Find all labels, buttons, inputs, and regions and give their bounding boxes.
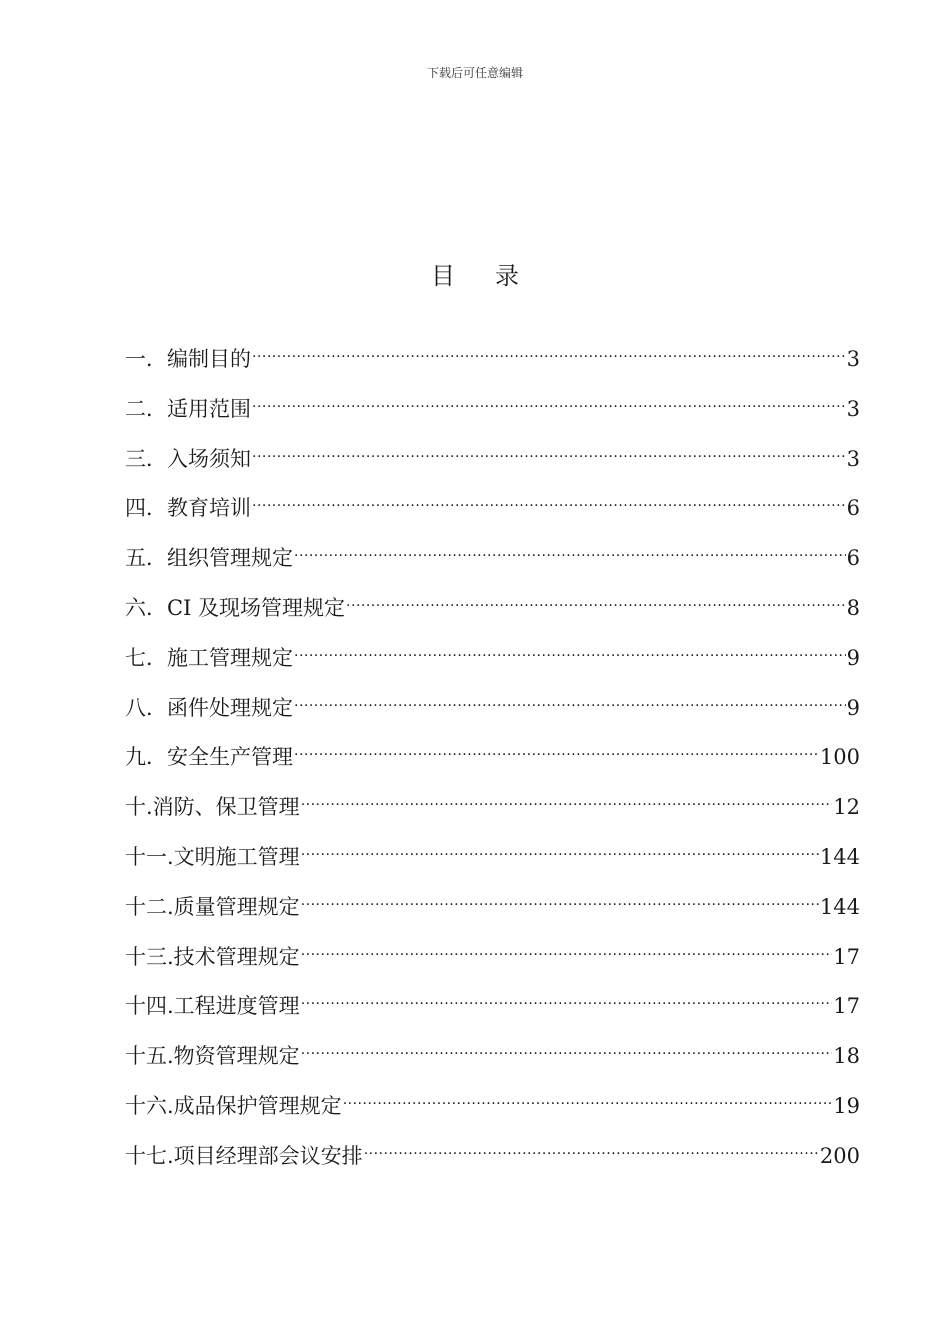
toc-entry[interactable] <box>125 828 860 878</box>
toc-title-left: 目 <box>431 262 455 290</box>
toc-entry-page: 3 <box>846 446 860 471</box>
toc-leader-dots <box>294 629 846 665</box>
toc-entry-label: 三．入场须知 <box>125 446 251 471</box>
toc-entry-page: 12 <box>833 795 860 820</box>
toc-entry-label: 九．安全生产管理 <box>125 745 293 770</box>
toc-entry-label: 七．施工管理规定 <box>125 645 293 670</box>
toc-entry[interactable] <box>125 778 860 828</box>
toc-entry-label: 十七.项目经理部会议安排 <box>125 1143 363 1168</box>
toc-entry-page: 17 <box>833 944 860 969</box>
toc-leader-dots <box>301 778 833 814</box>
toc-entry-label: 十四.工程进度管理 <box>125 994 300 1019</box>
toc-entry-label: 二．适用范围 <box>125 396 251 421</box>
toc-entry-label: 六．CI 及现场管理规定 <box>125 595 346 620</box>
toc-entry[interactable] <box>125 928 860 978</box>
toc-entry-label: 五．组织管理规定 <box>125 546 293 571</box>
toc-list <box>125 330 860 1177</box>
toc-leader-dots <box>346 579 846 615</box>
toc-entry[interactable] <box>125 629 860 679</box>
toc-entry-page: 18 <box>833 1044 860 1069</box>
toc-leader-dots <box>252 479 846 515</box>
toc-entry-label: 十.消防、保卫管理 <box>125 795 300 820</box>
toc-entry-label: 十六.成品保护管理规定 <box>125 1093 342 1118</box>
toc-entry-page: 19 <box>833 1093 860 1118</box>
toc-entry[interactable] <box>125 479 860 529</box>
toc-entry[interactable] <box>125 380 860 430</box>
toc-entry-page: 144 <box>819 844 860 869</box>
toc-leader-dots <box>252 330 846 366</box>
toc-entry[interactable] <box>125 728 860 778</box>
toc-leader-dots <box>343 1077 833 1113</box>
toc-entry-label: 八．函件处理规定 <box>125 695 293 720</box>
toc-leader-dots <box>252 430 846 466</box>
toc-entry-page: 200 <box>819 1143 860 1168</box>
toc-entry[interactable] <box>125 529 860 579</box>
toc-leader-dots <box>301 977 833 1013</box>
toc-entry-page: 9 <box>846 645 860 670</box>
toc-entry-label: 十二.质量管理规定 <box>125 894 300 919</box>
toc-entry[interactable] <box>125 878 860 928</box>
toc-entry-page: 100 <box>819 745 860 770</box>
toc-entry[interactable] <box>125 1077 860 1127</box>
toc-entry[interactable] <box>125 1027 860 1077</box>
toc-entry[interactable] <box>125 977 860 1027</box>
toc-leader-dots <box>301 1027 833 1063</box>
toc-leader-dots <box>301 828 819 864</box>
toc-entry-label: 十五.物资管理规定 <box>125 1044 300 1069</box>
toc-leader-dots <box>294 529 846 565</box>
toc-entry-page: 8 <box>846 595 860 620</box>
toc-leader-dots <box>301 878 819 914</box>
toc-entry[interactable] <box>125 679 860 729</box>
toc-leader-dots <box>364 1127 819 1163</box>
toc-title <box>0 256 950 291</box>
toc-entry[interactable] <box>125 330 860 380</box>
toc-entry[interactable] <box>125 1127 860 1177</box>
toc-entry[interactable] <box>125 430 860 480</box>
toc-entry-label: 十三.技术管理规定 <box>125 944 300 969</box>
toc-leader-dots <box>252 380 846 416</box>
toc-leader-dots <box>294 679 846 715</box>
toc-entry-label: 四．教育培训 <box>125 496 251 521</box>
toc-leader-dots <box>294 728 819 764</box>
toc-entry-page: 6 <box>846 496 860 521</box>
toc-entry-label: 十一.文明施工管理 <box>125 844 300 869</box>
toc-entry-page: 144 <box>819 894 860 919</box>
toc-entry-page: 3 <box>846 347 860 371</box>
toc-entry-page: 6 <box>846 546 860 571</box>
toc-entry-page: 17 <box>833 994 860 1019</box>
page-header: 下载后可任意编辑 <box>426 66 523 80</box>
toc-entry[interactable] <box>125 579 860 629</box>
toc-entry-page: 3 <box>846 396 860 421</box>
toc-entry-page: 9 <box>846 695 860 720</box>
toc-entry-label: 一．编制目的 <box>125 347 251 371</box>
toc-title-right: 录 <box>495 262 519 290</box>
toc-leader-dots <box>301 928 833 964</box>
